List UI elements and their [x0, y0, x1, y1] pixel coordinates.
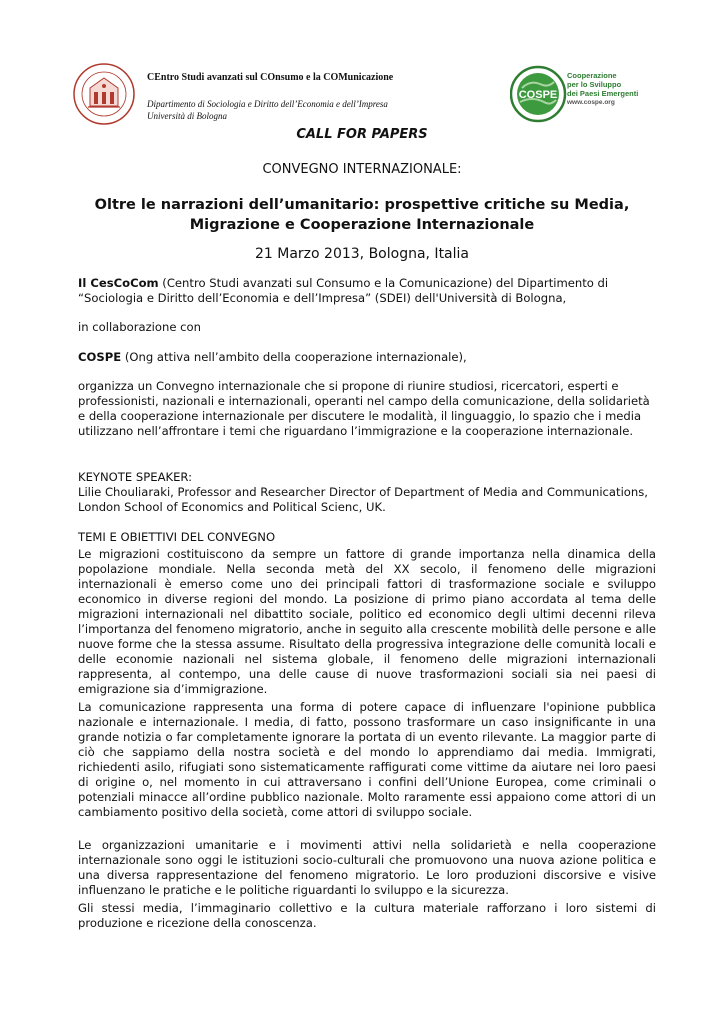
- collaboration-line: in collaborazione con: [78, 320, 201, 334]
- keynote-label: KEYNOTE SPEAKER:: [78, 470, 193, 484]
- keynote-speaker: Lilie Chouliaraki, Professor and Researcher Director of Department of Media and Communications, London School of Economics and Political Scienc, UK.: [78, 485, 648, 514]
- cospe-line-2: per lo Sviluppo: [567, 80, 622, 89]
- keynote-section: [78, 470, 656, 515]
- cospe-name: COSPE: [78, 350, 122, 364]
- cescocom-name: Il CesCoCom: [78, 276, 159, 290]
- intro-cescocom: [78, 276, 656, 306]
- temi-paragraph-1: Le migrazioni costituiscono da sempre un fattore di grande importanza nella dinamica della popolazione mondiale. Nella seconda metà del XX secolo, il fenomeno delle migrazioni internazionali è emerso come uno dei principali fattori di trasformazione sociale e sviluppo economico in diverse regioni del mondo. La posizione di primo piano accordata al tema delle migrazioni internazionali nel dibattito sociale, politico ed economico degli ultimi decenni rileva l’importanza del fenomeno migratorio, anche in seguito alla crescente mobilità delle persone e alle nuove forme che la stessa assume. Risultato della progressiva integrazione delle comunità locali e delle economie nazionali nel sistema globale, il fenomeno delle migrazioni internazionali rappresenta, al contempo, una delle cause di nuove trasformazioni sociali sia nei paesi di emigrazione sia d’immigrazione.: [78, 547, 656, 696]
- temi-paragraph-2: La comunicazione rappresenta una forma di potere capace di influenzare l'opinione pubblica nazionale e internazionale. I media, di fatto, possono trasformare un caso insignificante in una grande notizia o far completamente ignorare la portata di un evento rilevante. La maggior parte di ciò che sappiamo della nostra società e del mondo lo apprendiamo dai media. Immigrati, richiedenti asilo, rifugiati sono sistematicamente raffigurati come vittime da aiutare nei loro paesi di origine o, nel momento in cui attraversano i confini dell’Unione Europea, come criminali o potenziali minacce all’ordine pubblico nazionale. Molto raramente essi appaiono come attori di un cambiamento positivo della società, come attori di sviluppo sociale.: [78, 700, 656, 819]
- cospe-line-1: Cooperazione: [567, 71, 617, 80]
- conference-title: [70, 195, 654, 235]
- cospe-description: (Ong attiva nell’ambito della cooperazione internazionale),: [121, 350, 467, 364]
- institute-header: [147, 72, 487, 122]
- cospe-wordmark: COSPE: [518, 89, 558, 101]
- cospe-line-3: dei Paesi Emergenti: [567, 89, 639, 98]
- convegno-label: CONVEGNO INTERNAZIONALE:: [262, 162, 462, 177]
- cospe-logo-caption: [567, 71, 657, 107]
- cescocom-description: (Centro Studi avanzati sul Consumo e la Comunicazione) del Dipartimento di “Sociologia e Diritto dell’Economia e dell’Impresa” (SDEI) dell'Università di Bologna,: [78, 276, 609, 305]
- institute-title: CEntro Studi avanzati sul COnsumo e la COMunicazione: [147, 72, 394, 83]
- temi-paragraph-3: Le organizzazioni umanitarie e i movimenti attivi nella solidarietà e nella cooperazione internazionale sono oggi le istituzioni socio-culturali che promuovono una nuova azione politica e una diversa rappresentazione del fenomeno migratorio. Le loro produzioni discorsive e visive influenzano le pratiche e le politiche riguardanti lo sviluppo e la sicurezza.: [78, 838, 656, 897]
- temi-paragraph-4: Gli stessi media, l’immaginario collettivo e la cultura materiale rafforzano i loro sistemi di produzione e ricezione della conoscenza.: [78, 901, 656, 930]
- university-seal-icon: [72, 62, 136, 126]
- conference-title-line-1: Oltre le narrazioni dell’umanitario: prospettive critiche su Media,: [94, 197, 630, 213]
- conference-date: 21 Marzo 2013, Bologna, Italia: [255, 246, 469, 262]
- cospe-url: www.cospe.org: [567, 99, 615, 106]
- university-name: Università di Bologna: [147, 111, 227, 121]
- intro-cospe: [78, 350, 656, 365]
- department-name: Dipartimento di Sociologia e Diritto dell’Economia e dell’Impresa: [147, 99, 388, 109]
- organizza-paragraph: organizza un Convegno internazionale che si propone di riunire studiosi, ricercatori, esperti e professionisti, nazionali e internazionali, operanti nel campo della comunicazione, della solidarietà e della cooperazione internazionale per discutere le modalità, il linguaggio, lo spazio che i media utilizzano nell’affrontare i temi che riguardano l’immigrazione e la cooperazione internazionale.: [78, 379, 650, 438]
- call-for-papers-heading: CALL FOR PAPERS: [296, 127, 428, 142]
- temi-heading: TEMI E OBIETTIVI DEL CONVEGNO: [78, 530, 276, 544]
- conference-title-line-2: Migrazione e Cooperazione Internazionale: [189, 217, 535, 233]
